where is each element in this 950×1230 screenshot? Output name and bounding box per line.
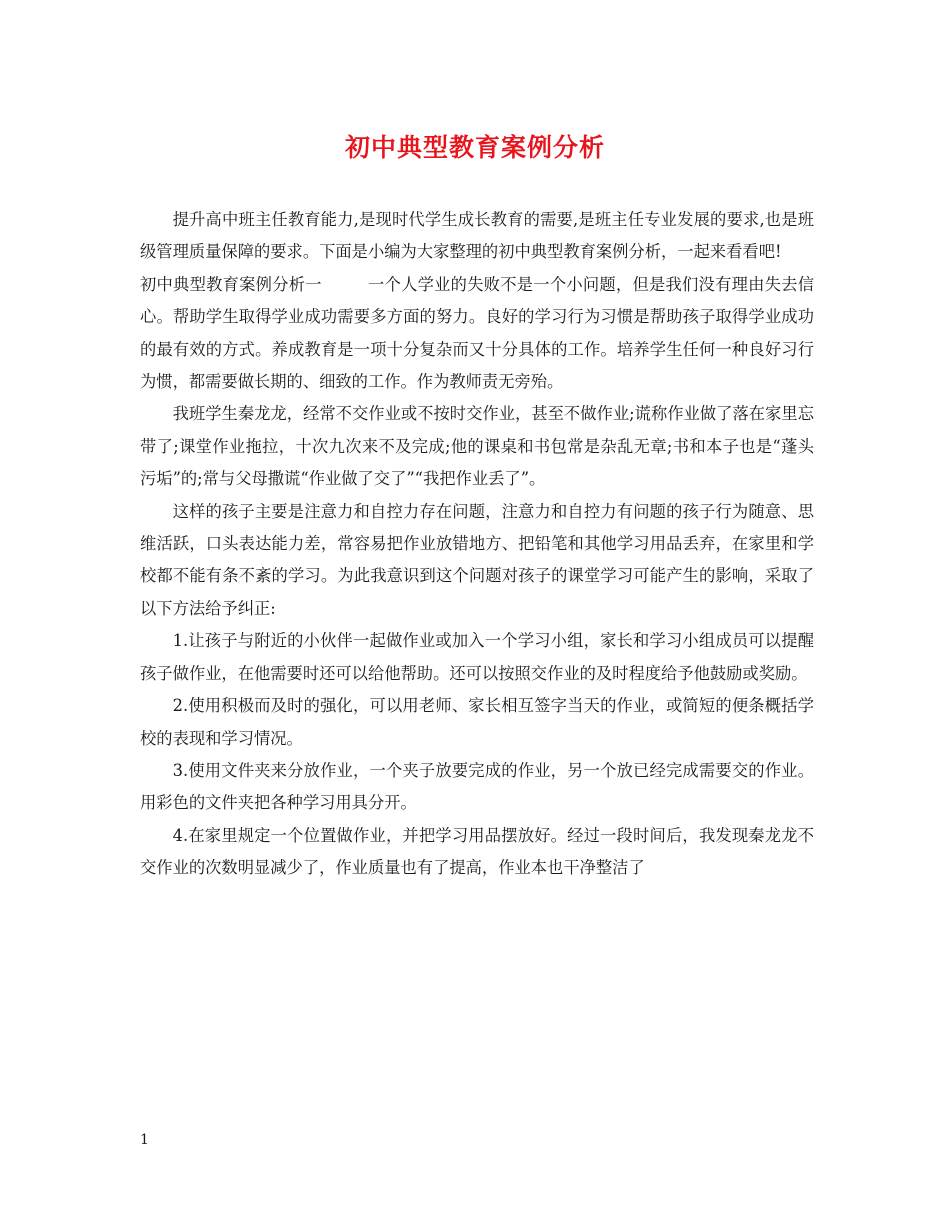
method-item-4: 4.在家里规定一个位置做作业，并把学习用品摆放好。经过一段时间后，我发现秦龙龙不交作业的次数明显减少了，作业质量也有了提高，作业本也干净整洁了 [140, 825, 814, 878]
method-item-1: 1.让孩子与附近的小伙伴一起做作业或加入一个学习小组，家长和学习小组成员可以提醒孩子做作业，在他需要时还可以给他帮助。还可以按照交作业的及时程度给予他鼓励或奖励。 [140, 631, 814, 683]
section-label: 初中典型教育案例分析一 [140, 274, 322, 294]
document-body [140, 204, 814, 885]
analysis-paragraph: 这样的孩子主要是注意力和自控力存在问题，注意力和自控力有问题的孩子行为随意、思维活跃，口头表达能力差，常容易把作业放错地方、把铅笔和其他学习用品丢弃，在家里和学校都不能有条不紊的学习。为此我意识到这个问题对孩子的课堂学习可能产生的影响，采取了以下方法给予纠正: [140, 501, 814, 618]
intro-paragraph: 提升高中班主任教育能力,是现时代学生成长教育的需要,是班主任专业发展的要求,也是班级管理质量保障的要求。下面是小编为大家整理的初中典型教育案例分析，一起来看看吧! [140, 210, 814, 262]
page-number: 1 [140, 1132, 149, 1148]
case-description-paragraph: 我班学生秦龙龙，经常不交作业或不按时交作业，甚至不做作业;谎称作业做了落在家里忘带了;课堂作业拖拉，十次九次来不及完成;他的课桌和书包常是杂乱无章;书和本子也是“蓬头污垢”的;常与父母撒谎“作业做了交了”“我把作业丢了”。 [140, 404, 814, 489]
section-paragraph [140, 269, 814, 399]
method-item-2: 2.使用积极而及时的强化，可以用老师、家长相互签字当天的作业，或简短的便条概括学校的表现和学习情况。 [140, 696, 814, 748]
method-item-3: 3.使用文件夹来分放作业，一个夹子放要完成的作业，另一个放已经完成需要交的作业。用彩色的文件夹把各种学习用具分开。 [140, 760, 814, 813]
section-text: 一个人学业的失败不是一个小问题，但是我们没有理由失去信心。帮助学生取得学业成功需要多方面的努力。良好的学习行为习惯是帮助孩子取得学业成功的最有效的方式。养成教育是一项十分复杂而又十分具体的工作。培养学生任何一种良好习行为惯，都需要做长期的、细致的工作。作为教师责无旁殆。 [140, 274, 814, 392]
document-title: 初中典型教育案例分析 [344, 133, 605, 162]
